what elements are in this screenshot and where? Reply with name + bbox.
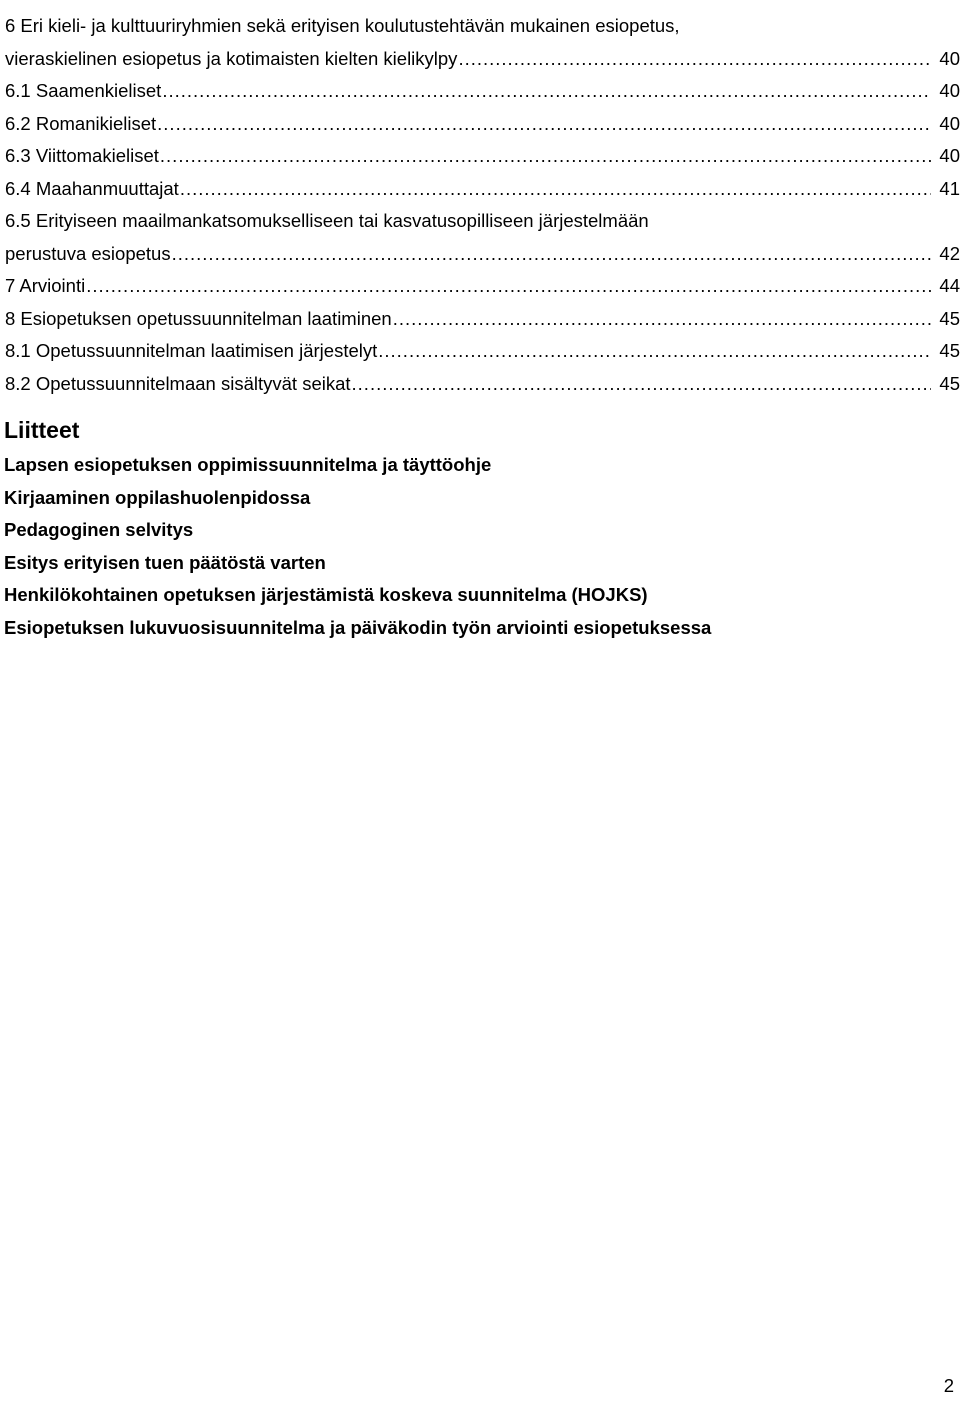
dot-leader [458,43,931,76]
appendix-item: Esitys erityisen tuen päätöstä varten [4,551,326,573]
toc-entry-line [5,108,960,141]
toc-entry-title: 6.3 Viittomakieliset [5,145,159,166]
appendices-heading: Liitteet [4,417,80,443]
dot-leader [86,270,931,303]
toc-entry-title-line: 6 Eri kieli- ja kulttuuriryhmien sekä erityisen koulutustehtävän mukainen esiopetus, [5,15,680,36]
appendix-item: Kirjaaminen oppilashuolenpidossa [4,486,311,508]
toc-entry-6-2 [5,108,960,141]
toc-page-number: 45 [939,372,960,394]
toc-entry-line [5,173,960,206]
appendix-item: Henkilökohtainen opetuksen järjestämistä koskeva suunnitelma (HOJKS) [4,584,648,605]
toc-page-number: 40 [939,112,960,134]
toc-entry-title: 8.1 Opetussuunnitelman laatimisen järjestelyt [5,340,378,361]
toc-entry-6-4 [5,173,960,206]
toc-entry-title: 8.2 Opetussuunnitelmaan sisältyvät seikat [5,372,351,394]
toc-page-number: 40 [939,145,960,166]
toc-entry-title: vieraskielinen esiopetus ja kotimaisten kielten kielikylpy [5,47,458,69]
dot-leader [352,368,931,401]
dot-leader [157,108,931,141]
toc-page-number: 41 [939,177,960,199]
toc-page-number: 42 [939,242,960,264]
toc-page-number: 40 [939,80,960,101]
appendices-section [4,413,954,644]
toc-entry-line [5,140,960,173]
dot-leader [162,75,931,108]
toc-entry-6-5 [5,205,960,270]
toc-entry-8-2 [5,368,960,401]
toc-entry-6-3 [5,140,960,173]
toc-entry-line [5,368,960,401]
toc-entry-6 [5,10,960,75]
appendix-item: Pedagoginen selvitys [4,519,194,540]
toc-entry-8 [5,303,960,336]
toc-page-number: 44 [939,275,960,296]
dot-leader [180,173,931,206]
toc-entry-line [5,43,960,76]
toc-entry-line [5,335,960,368]
toc-entry-title: 8 Esiopetuksen opetussuunnitelman laatiminen [5,307,392,329]
toc-entry-title: perustuva esiopetus [5,242,171,264]
toc-entry-line [5,75,960,108]
appendix-item: Lapsen esiopetuksen oppimissuunnitelma ja täyttöohje [4,454,492,475]
toc-entry-6-1 [5,75,960,108]
toc-page-number: 45 [939,340,960,361]
toc-entry-7 [5,270,960,303]
toc-entry-title: 6.1 Saamenkieliset [5,80,162,101]
toc-page-number: 45 [939,307,960,329]
toc-entry-8-1 [5,335,960,368]
dot-leader [172,238,931,271]
dot-leader [393,303,931,336]
toc-entry-title: 6.2 Romanikieliset [5,112,157,134]
dot-leader [378,335,931,368]
table-of-contents [5,10,960,400]
toc-entry-title-line: 6.5 Erityiseen maailmankatsomukselliseen tai kasvatusopilliseen järjestelmään [5,210,649,231]
appendix-item: Esiopetuksen lukuvuosisuunnitelma ja päiväkodin työn arviointi esiopetuksessa [4,616,712,638]
toc-entry-line [5,238,960,271]
toc-entry-line [5,270,960,303]
page-number: 2 [943,1375,954,1396]
toc-page-number: 40 [939,47,960,69]
toc-entry-title: 6.4 Maahanmuuttajat [5,177,179,199]
toc-entry-title: 7 Arviointi [5,275,86,296]
toc-entry-line [5,303,960,336]
dot-leader [160,140,931,173]
